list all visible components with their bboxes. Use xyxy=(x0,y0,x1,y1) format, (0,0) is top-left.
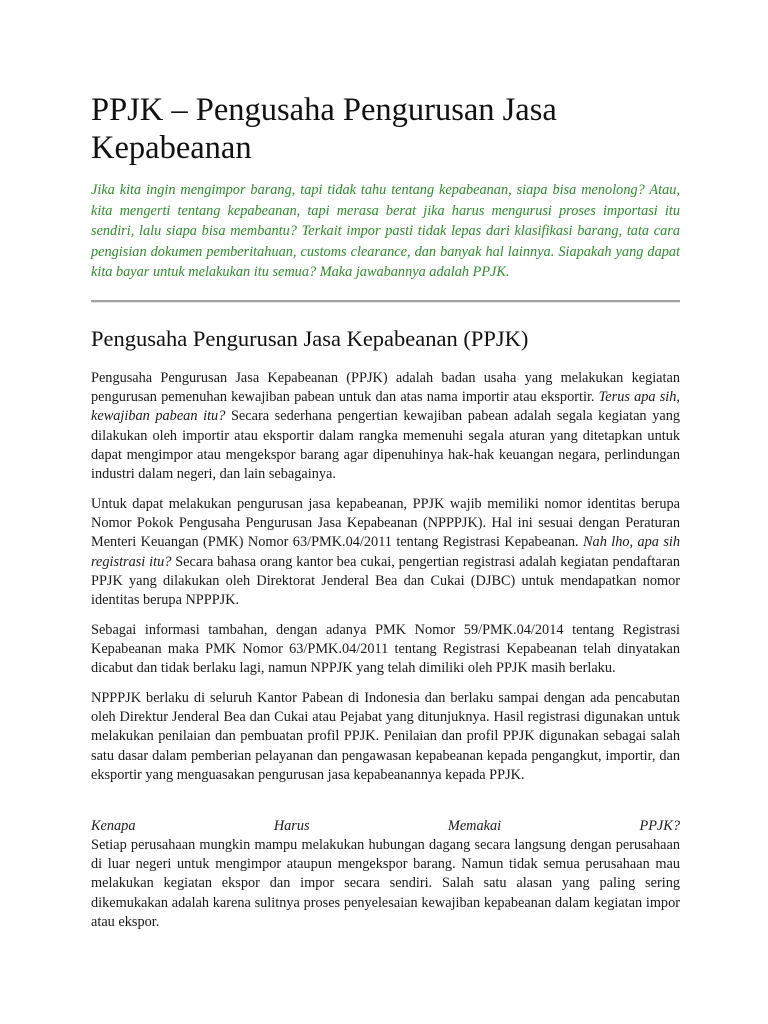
page-title: PPJK – Pengusaha Pengurusan Jasa Kepabeanan xyxy=(91,92,557,166)
horizontal-divider xyxy=(91,300,680,303)
question-word: Harus xyxy=(273,818,310,834)
paragraph-validity: NPPPJK berlaku di seluruh Kantor Pabean di Indonesia dan berlaku sampai dengan ada pencabutan oleh Direktur Jenderal Bea dan Cukai atau Pejabat yang ditunjuknya. Hasil registrasi digunakan untuk melakukan penilaian dan pembuatan profil PPJK. Penilaian dan profil PPJK digunakan sebagai salah satu dasar dalam pemberian pelayanan dan pengawasan kepabeanan kepada pengangkut, importir, dan eksportir yang menguasakan pengurusan jasa kepabeanannya kepada PPJK. xyxy=(91,690,680,783)
inline-question: Terus apa sih, kewajiban pabean itu? xyxy=(91,389,680,425)
question-word: PPJK? xyxy=(639,818,680,834)
paragraph-additional-info: Sebagai informasi tambahan, dengan adanya PMK Nomor 59/PMK.04/2014 tentang Registrasi Kepabeanan maka PMK Nomor 63/PMK.04/2011 tentang Registrasi Kepabeanan telah dinyatakan dicabut dan tidak berlaku lagi, namun NPPJK yang telah dimiliki oleh PPJK masih berlaku. xyxy=(91,622,680,677)
paragraph-text: Secara bahasa orang kantor bea cukai, pengertian registrasi adalah kegiatan pendaftaran PPJK yang dilakukan oleh Direktorat Jenderal Bea dan Cukai (DJBC) untuk mendapatkan nomor identitas berupa NPPPJK. xyxy=(91,553,680,609)
paragraph-definition xyxy=(91,369,680,484)
question-word: Memakai xyxy=(447,818,502,834)
question-heading xyxy=(91,817,680,836)
paragraph-text: Untuk dapat melakukan pengurusan jasa kepabeanan, PPJK wajib memiliki nomor identitas berupa Nomor Pokok Pengusaha Pengurusan Jasa Kepabeanan (NPPPJK). Hal ini sesuai dengan Peraturan Menteri Keuangan (PMK) Nomor 63/PMK.04/2011 tentang Registrasi Kepabeanan. xyxy=(91,496,680,551)
question-word: Kenapa xyxy=(91,818,136,834)
paragraph-nppjk xyxy=(91,495,680,610)
intro-paragraph: Jika kita ingin mengimpor barang, tapi tidak tahu tentang kepabeanan, siapa bisa menolong? Atau, kita mengerti tentang kepabeanan, tapi merasa berat jika harus mengurusi proses importasi itu sendiri, lalu siapa bisa membantu? Terkait impor pasti tidak lepas dari klasifikasi barang, tata cara pengisian dokumen pemberitahuan, customs clearance, dan banyak hal lainnya. Siapakah yang dapat kita bayar untuk melakukan itu semua? Maka jawabannya adalah PPJK. xyxy=(91,182,680,280)
section-heading: Pengusaha Pengurusan Jasa Kepabeanan (PPJK) xyxy=(91,326,529,351)
paragraph-text: Pengusaha Pengurusan Jasa Kepabeanan (PPJK) adalah badan usaha yang melakukan kegiatan pengurusan pemenuhan kewajiban pabean untuk dan atas nama importir atau eksportir. xyxy=(91,370,680,406)
inline-question: Nah lho, apa sih registrasi itu? xyxy=(91,534,680,570)
paragraph-text: Secara sederhana pengertian kewajiban pabean adalah segala kegiatan yang dilakukan oleh importir atau eksportir dalam rangka memenuhi segala aturan yang ditetapkan untuk dapat mengimpor atau mengekspor barang agar dipenuhinya hak-hak keuangan negara, perlindungan industri dalam negeri, dan lain sebagainya. xyxy=(91,408,680,483)
paragraph-reason: Setiap perusahaan mungkin mampu melakukan hubungan dagang secara langsung dengan perusahaan di luar negeri untuk mengimpor ataupun mengekspor barang. Namun tidak semua perusahaan mau melakukan kegiatan ekspor dan impor secara sendiri. Salah satu alasan yang paling sering dikemukakan adalah karena sulitnya proses penyelesaian kewajiban kepabeanan dalam kegiatan impor atau ekspor. xyxy=(91,837,680,930)
